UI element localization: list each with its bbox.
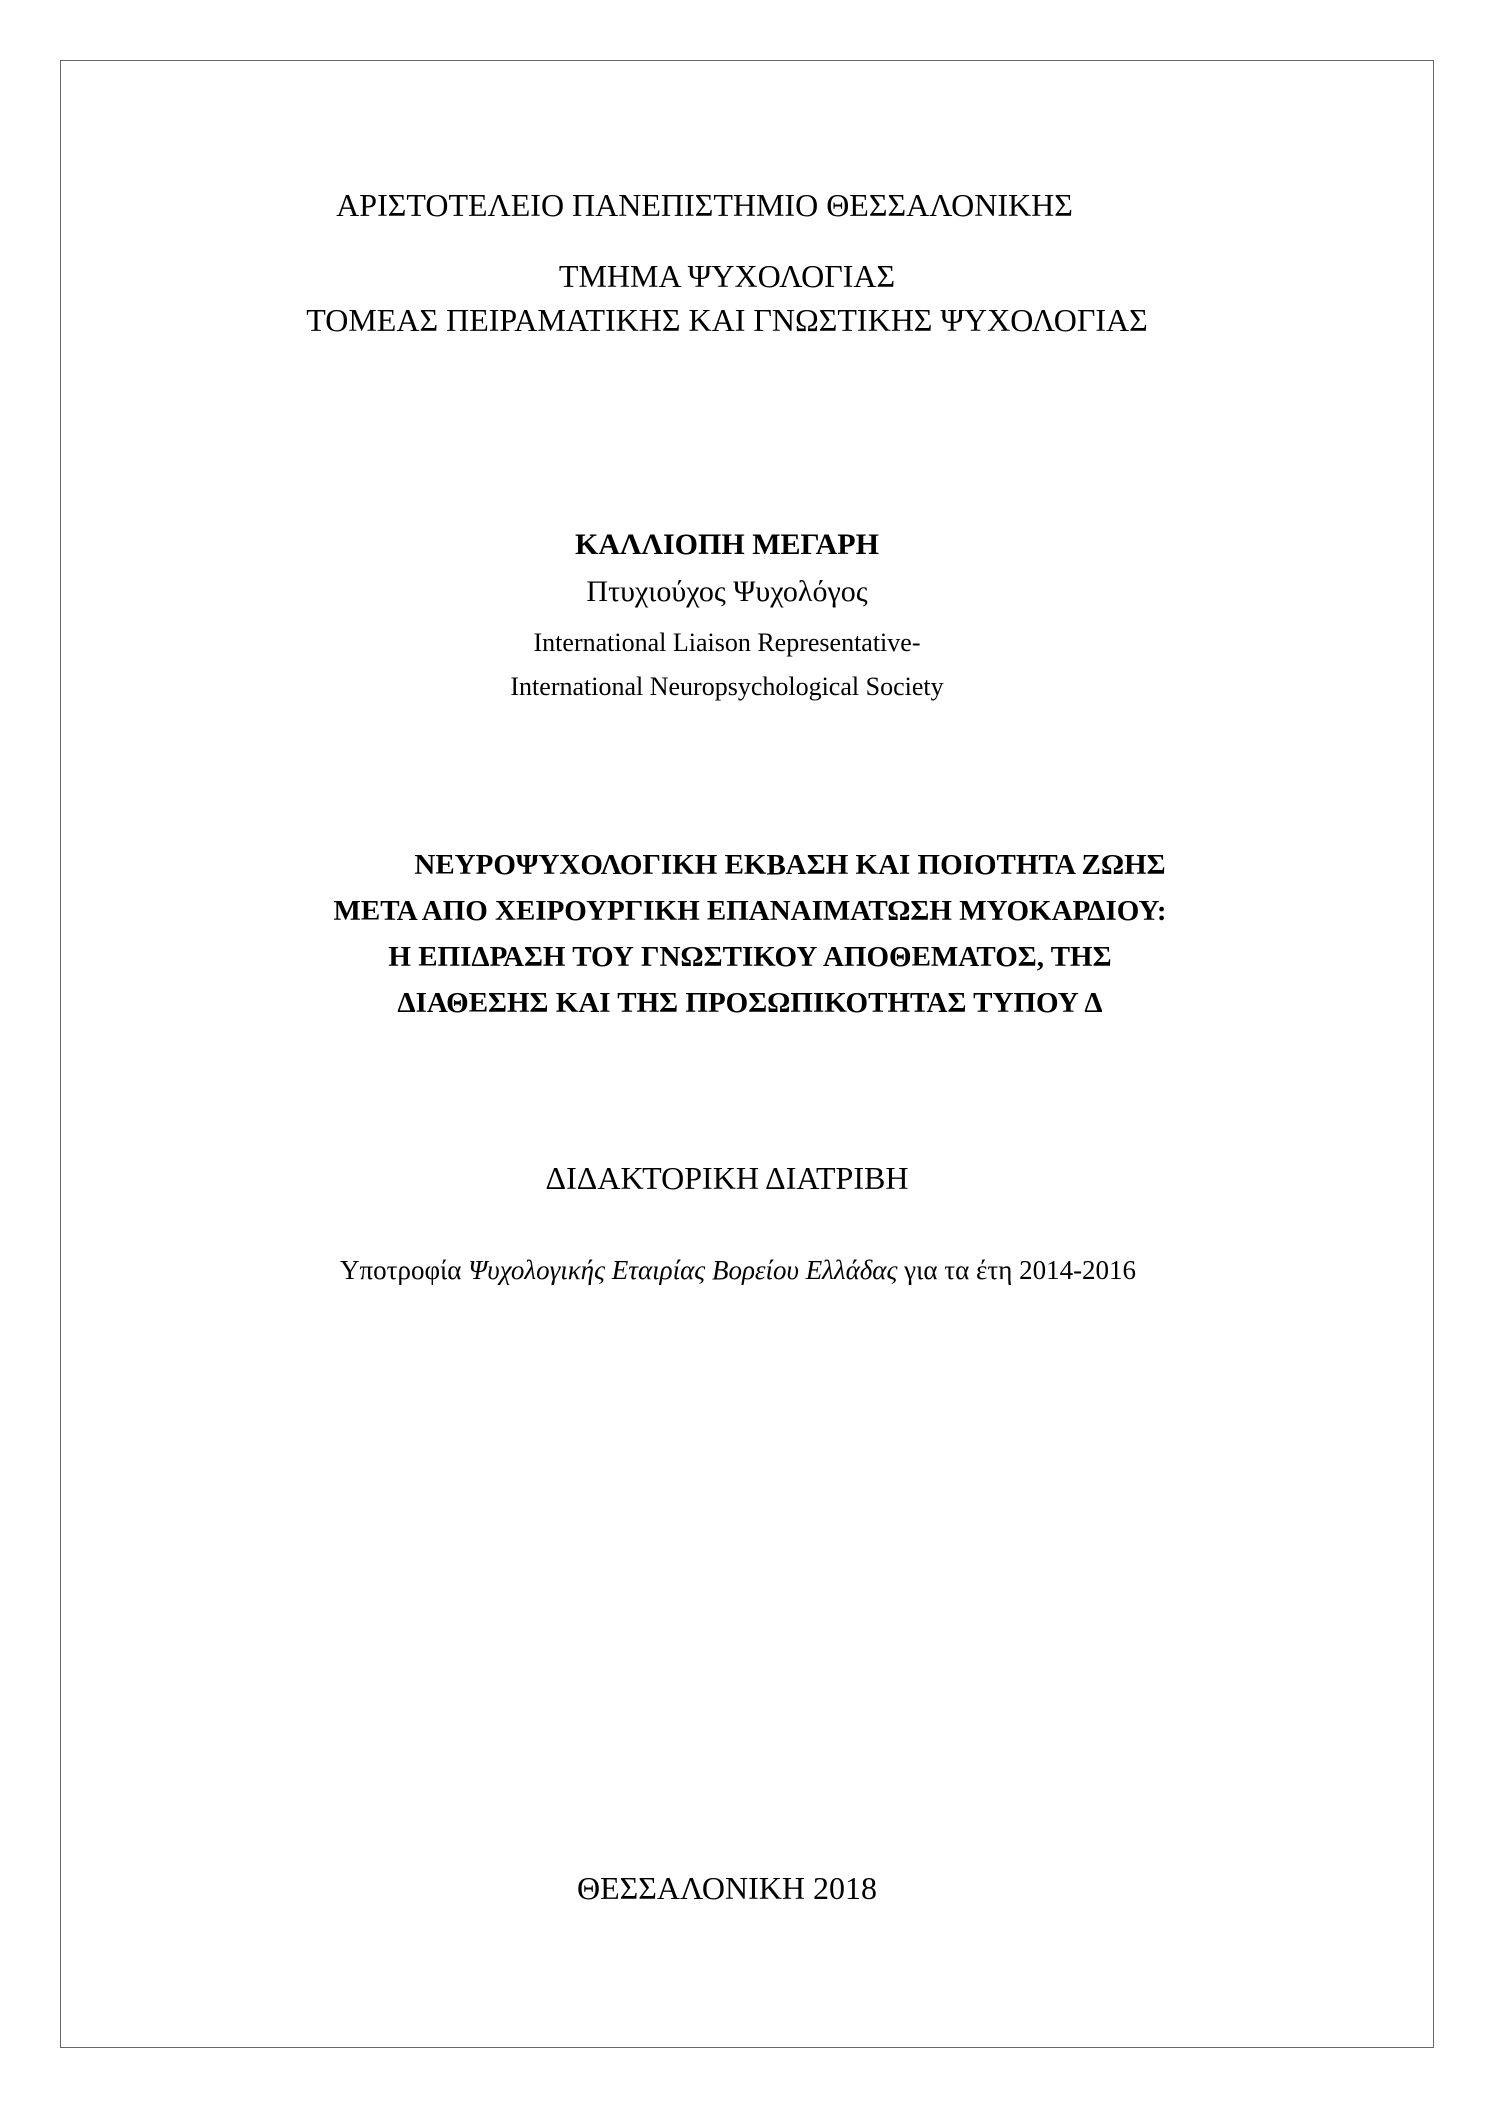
funding-organization: Ψυχολογικής Εταιρίας Βορείου Ελλάδας: [468, 1255, 898, 1285]
city-year: ΘΕΣΣΑΛΟΝΙΚΗ 2018: [577, 1870, 877, 1906]
department-name: ΤΜΗΜΑ ΨΥΧΟΛΟΓΙΑΣ: [558, 258, 896, 294]
author-affiliation-line1: International Liaison Representative-: [533, 628, 921, 657]
university-name: ΑΡΙΣΤΟΤΕΛΕΙΟ ΠΑΝΕΠΙΣΤΗΜΙΟ ΘΕΣΣΑΛΟΝΙΚΗΣ: [336, 187, 1073, 223]
author-name: ΚΑΛΛΙΟΠΗ ΜΕΓΑΡΗ: [575, 528, 879, 561]
thesis-title: [200, 842, 1300, 1026]
author-degree: Πτυχιούχος Ψυχολόγος: [586, 575, 868, 608]
thesis-title-line: ΔΙΑΘΕΣΗΣ ΚΑΙ ΤΗΣ ΠΡΟΣΩΠΙΚΟΤΗΤΑΣ ΤΥΠΟΥ Δ: [397, 987, 1103, 1019]
thesis-title-line: ΜΕΤΑ ΑΠΟ ΧΕΙΡΟΥΡΓΙΚΗ ΕΠΑΝΑΙΜΑΤΩΣΗ ΜΥΟΚΑΡΔΙΟΥ:: [333, 895, 1167, 927]
thesis-title-line: ΝΕΥΡΟΨΥΧΟΛΟΓΙΚΗ ΕΚΒΑΣΗ ΚΑΙ ΠΟΙΟΤΗΤΑ ΖΩΗΣ: [414, 849, 1166, 881]
funding-suffix: για τα έτη 2014-2016: [897, 1255, 1137, 1285]
thesis-title-line: Η ΕΠΙΔΡΑΣΗ ΤΟΥ ΓΝΩΣΤΙΚΟΥ ΑΠΟΘΕΜΑΤΟΣ, ΤΗΣ: [388, 941, 1112, 973]
funding-prefix: Υποτροφία: [340, 1255, 469, 1285]
page-border: [60, 60, 1434, 2048]
document-type: ΔΙΔΑΚΤΟΡΙΚΗ ΔΙΑΤΡΙΒΗ: [545, 1160, 909, 1196]
sector-name: ΤΟΜΕΑΣ ΠΕΙΡΑΜΑΤΙΚΗΣ ΚΑΙ ΓΝΩΣΤΙΚΗΣ ΨΥΧΟΛΟΓΙΑΣ: [306, 302, 1148, 338]
funding-note: [340, 1255, 1136, 1286]
author-affiliation-line2: International Neuropsychological Society: [510, 672, 944, 701]
